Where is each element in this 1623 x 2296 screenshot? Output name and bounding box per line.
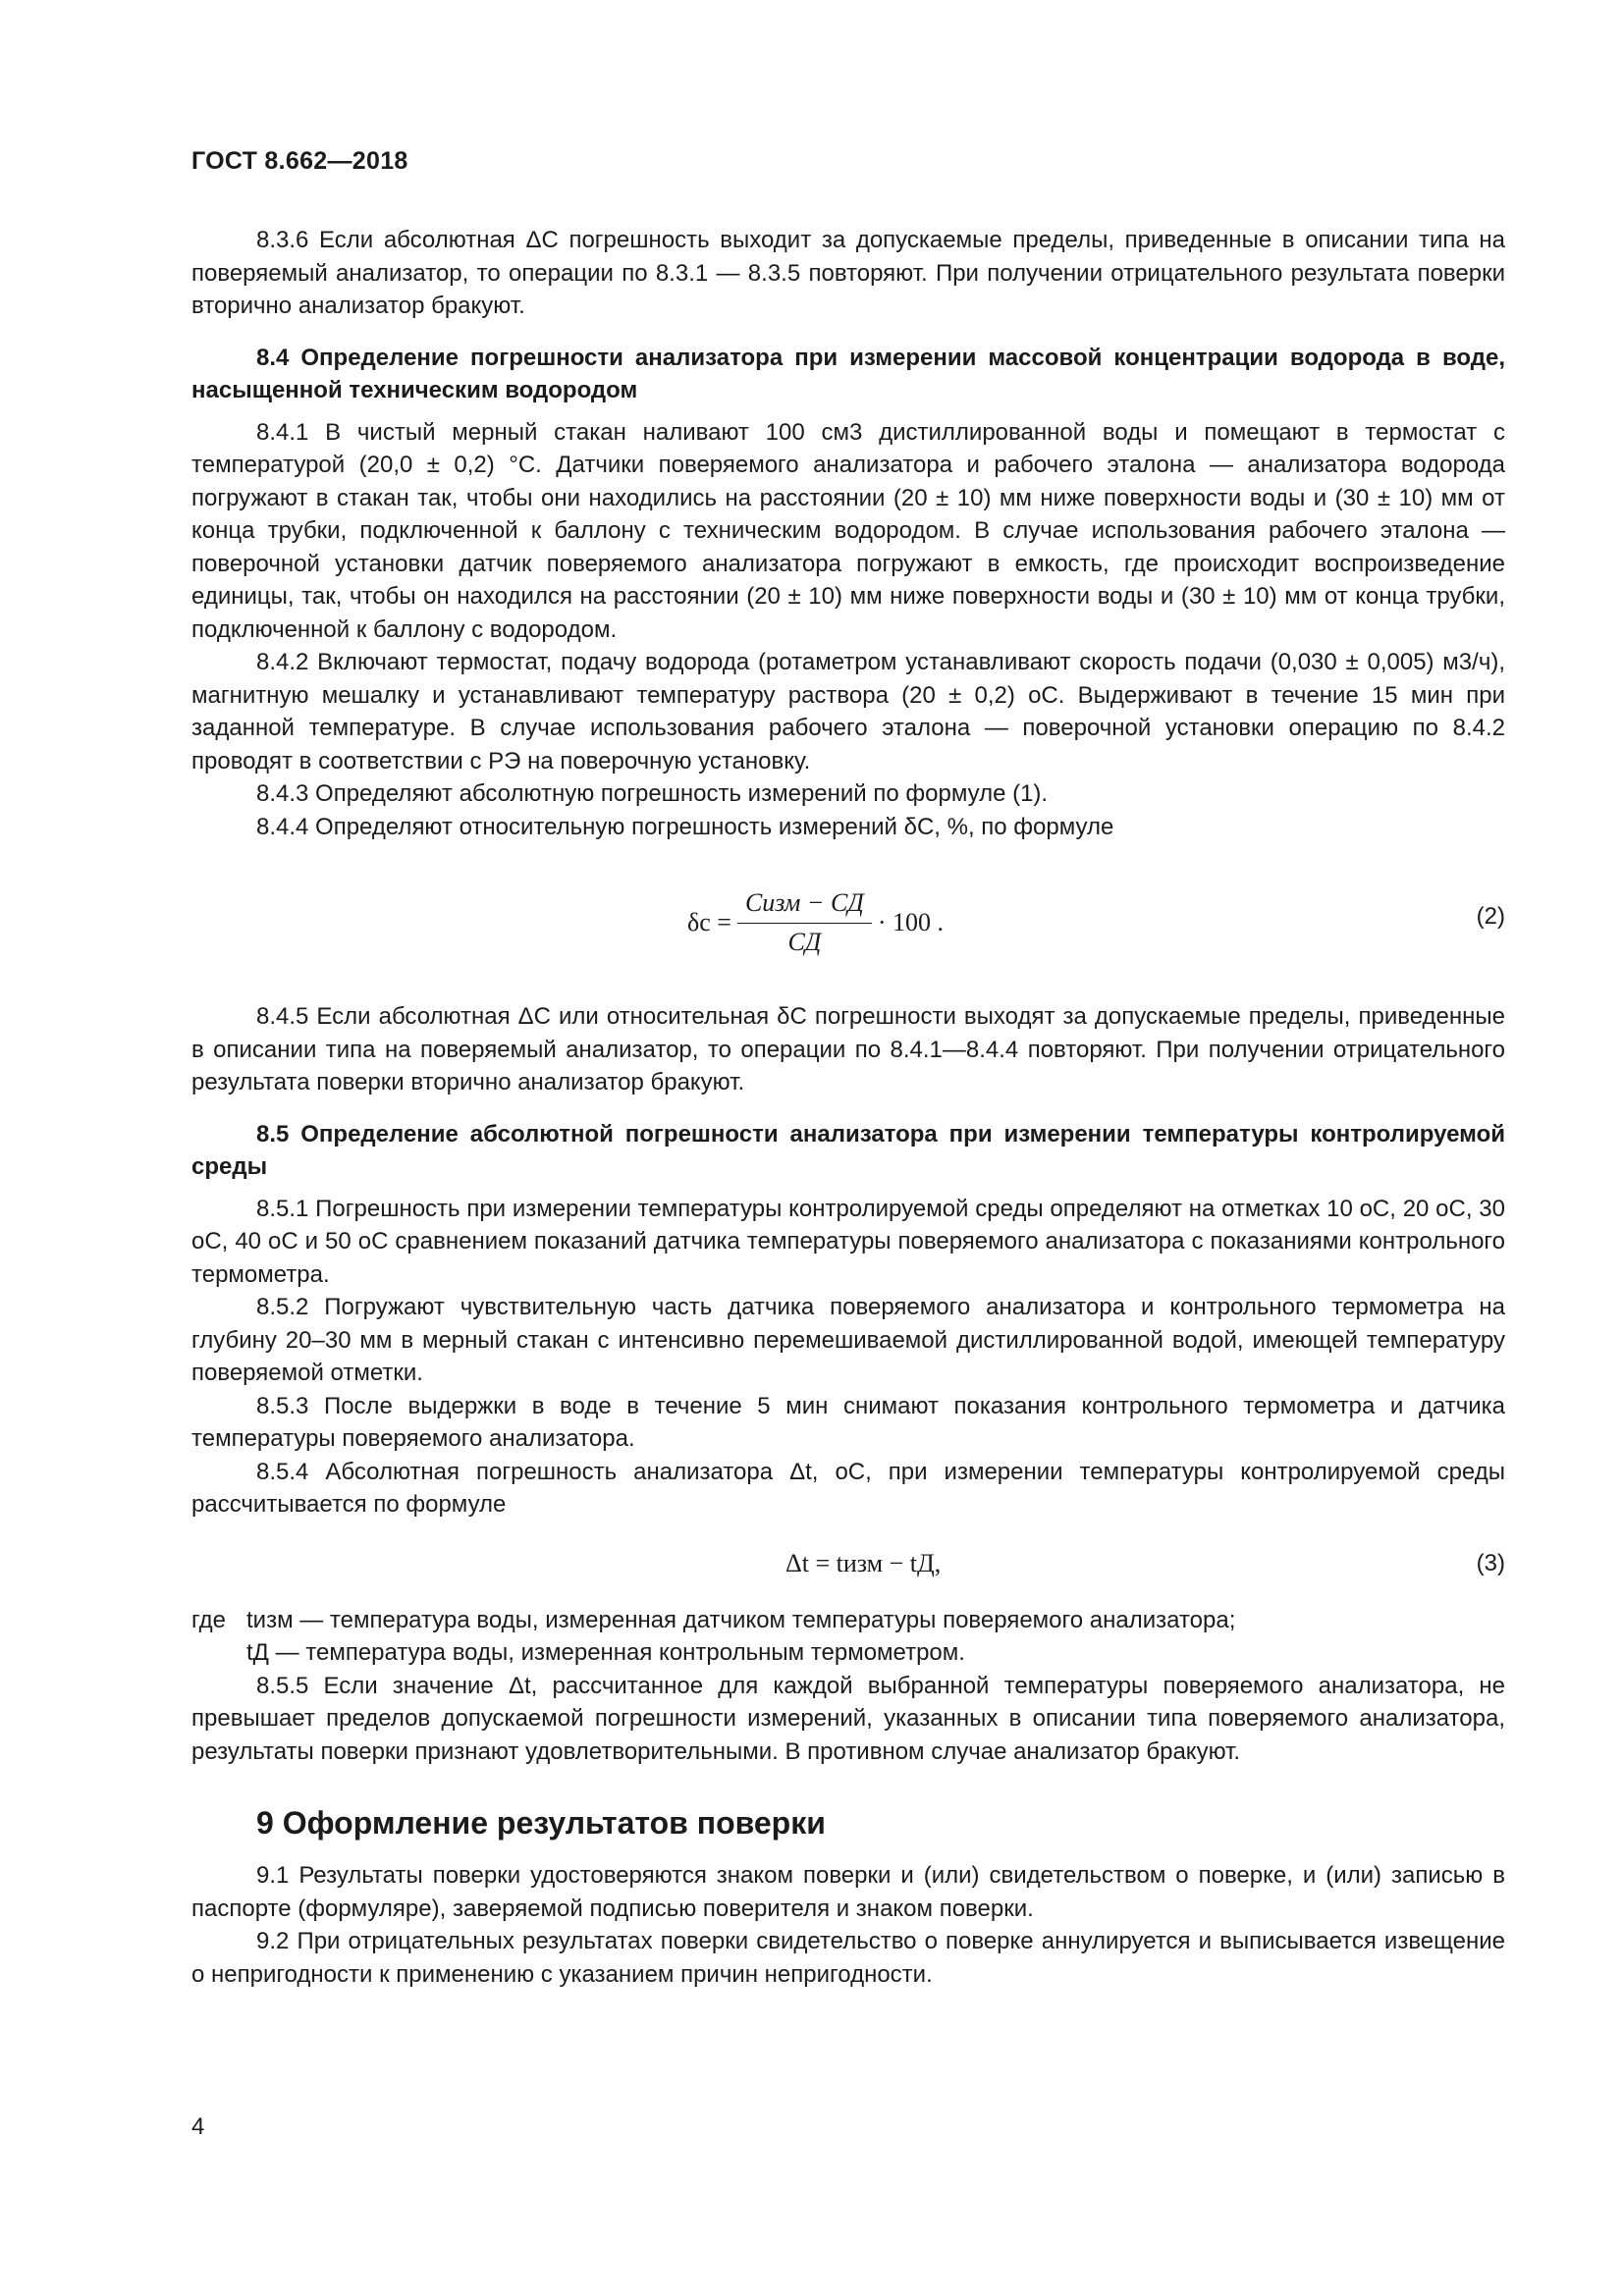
paragraph-9-1: 9.1 Результаты поверки удостоверяются знаком поверки и (или) свидетельством о поверке, и (или) записью в паспорте (формуляре), заверяемой подписью поверителя и знаком поверки. (191, 1862, 1505, 1922)
page-number: 4 (191, 2113, 205, 2140)
section-title-8-4: 8.4 Определение погрешности анализатора при измерении массовой концентрации водорода в воде, насыщенной техническим водородом (191, 344, 1505, 403)
paragraph-8-4-5: 8.4.5 Если абсолютная ΔC или относительная δC погрешности выходят за допускаемые пределы, приведенные в описании типа на поверяемый анализатор, то операции по 8.4.1—8.4.4 повторяют. При получении отрицательного результата поверки вторично анализатор бракуют. (191, 1003, 1505, 1095)
document-body (191, 224, 1505, 1991)
formula-3 (191, 1539, 1505, 1598)
paragraph-8-3-6: 8.3.6 Если абсолютная ΔC погрешность выходит за допускаемые пределы, приведенные в описании типа на поверяемый анализатор, то операции по 8.3.1 — 8.3.5 повторяют. При получении отрицательного результата поверки вторично анализатор бракуют. (191, 227, 1505, 319)
chapter-title-9: 9 Оформление результатов поверки (256, 1805, 826, 1841)
paragraph-8-5-1: 8.5.1 Погрешность при измерении температуры контролируемой среды определяют на отметках 10 оС, 20 оС, 30 оС, 40 оС и 50 оС сравнением показаний датчика температуры поверяемого анализатора с показаниями контрольного термометра. (191, 1195, 1505, 1288)
where-item-t-izm: tизм — температура воды, измеренная датчиком температуры поверяемого анализатора; (246, 1606, 1236, 1633)
where-lead: где (191, 1606, 227, 1633)
formula-3-number: (3) (1476, 1549, 1505, 1576)
formula-3-expression: Δt = tизм − tД, (785, 1548, 942, 1577)
where-list (191, 1604, 1505, 1637)
paragraph-9-2: 9.2 При отрицательных результатах поверки свидетельство о поверке аннулируется и выписывается извещение о непригодности к применению с указанием причин непригодности. (191, 1928, 1505, 1988)
paragraph-8-4-2: 8.4.2 Включают термостат, подачу водорода (ротаметром устанавливают скорость подачи (0,030 ± 0,005) м3/ч), магнитную мешалку и устанавливают температуру раствора (20 ± 0,2) оС. Выдерживают в течение 15 мин при заданной температуре. В случае использования рабочего эталона — поверочной установки операцию по 8.4.2 проводят в соответствии с РЭ на поверочную установку. (191, 649, 1505, 774)
formula-2-denominator: CД (787, 927, 822, 956)
formula-2-fraction (737, 886, 872, 958)
section-title-8-5: 8.5 Определение абсолютной погрешности анализатора при измерении температуры контролируемой среды (191, 1120, 1505, 1180)
paragraph-8-5-4: 8.5.4 Абсолютная погрешность анализатора Δt, оС, при измерении температуры контролируемой среды рассчитывается по формуле (191, 1458, 1505, 1518)
formula-2-numerator: Cизм − CД (737, 886, 872, 924)
paragraph-8-4-4: 8.4.4 Определяют относительную погрешность измерений δC, %, по формуле (256, 813, 1114, 840)
formula-2-expression (687, 886, 944, 958)
paragraph-8-4-3: 8.4.3 Определяют абсолютную погрешность измерений по формуле (1). (256, 780, 1049, 807)
paragraph-8-5-3: 8.5.3 После выдержки в воде в течение 5 мин снимают показания контрольного термометра и датчика температуры поверяемого анализатора. (191, 1392, 1505, 1452)
formula-2-lhs: δc = (687, 907, 731, 936)
paragraph-8-4-1: 8.4.1 В чистый мерный стакан наливают 100 см3 дистиллированной воды и помещают в термостат с температурой (20,0 ± 0,2) °С. Датчики поверяемого анализатора и рабочего эталона — анализатора водорода погружают в стакан так, чтобы они находились на расстоянии (20 ± 10) мм ниже поверхности воды и (30 ± 10) мм от конца трубки, подключенной к баллону с техническим водородом. В случае использования рабочего эталона — поверочной установки датчик поверяемого анализатора погружают в емкость, где происходит воспроизведение единицы, так, чтобы он находился на расстоянии (20 ± 10) мм ниже поверхности воды и (30 ± 10) мм от конца трубки, подключенной к баллону с водородом. (191, 418, 1505, 643)
paragraph-8-5-2: 8.5.2 Погружают чувствительную часть датчика поверяемого анализатора и контрольного термометра на глубину 20–30 мм в мерный стакан с интенсивно перемешиваемой дистиллированной водой, имеющей температуру поверяемой отметки. (191, 1294, 1505, 1386)
formula-2-tail: · 100 . (877, 907, 944, 936)
formula-2-number: (2) (1476, 903, 1505, 930)
where-item-t-d: tД — температура воды, измеренная контрольным термометром. (246, 1639, 965, 1666)
formula-2 (191, 869, 1505, 985)
document-header: ГОСТ 8.662—2018 (191, 147, 408, 175)
paragraph-8-5-5: 8.5.5 Если значение Δt, рассчитанное для каждой выбранной температуры поверяемого анализатора, не превышает пределов допускаемой погрешности измерений, указанных в описании типа поверяемого анализатора, результаты поверки признают удовлетворительными. В противном случае анализатор бракуют. (191, 1672, 1505, 1765)
